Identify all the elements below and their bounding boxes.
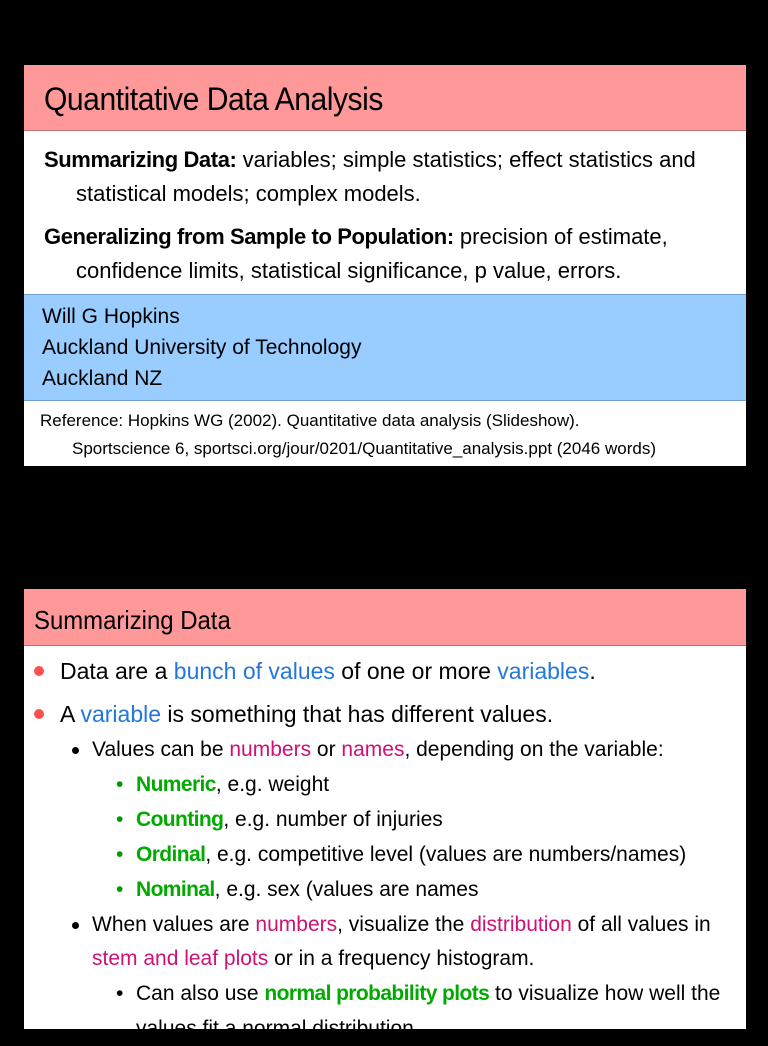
bullet-text: Can also use [136,982,265,1005]
variable-type-desc: , e.g. sex (values are names [214,878,479,901]
generalizing-item [44,220,746,288]
bullet-dot-icon: • [116,843,124,866]
bullet-text: Values can be [92,738,230,761]
bullet-text: of one or more [334,658,498,684]
bullet-dot-icon: • [116,878,124,901]
summarizing-text: variables; simple statistics; effect statistics and statistical models; complex models. [76,147,696,206]
variable-type-name: Counting [136,808,224,831]
bullet-text: Data are a [60,658,174,684]
title-bar [24,65,746,131]
variable-type-name: Nominal [136,878,215,901]
generalizing-label: Generalizing from Sample to Population: [44,224,454,249]
bullet-text: , depending on the variable: [404,738,664,761]
highlight-term: variable [80,701,162,727]
variable-type-desc: , e.g. competitive level (values are numbers/names) [205,843,687,866]
bullet-text: , visualize the [337,913,471,936]
highlight-term: names [341,738,405,761]
sub-bullet-item [34,733,746,767]
reference-line-1: Reference: Hopkins WG (2002). Quantitative data analysis (Slideshow). [40,411,580,430]
bullet-text: . [589,658,596,684]
bullet-text: When values are [92,913,256,936]
bullet-text: A [60,701,81,727]
bullet-text: is something that has different values. [161,701,554,727]
reference-line-2: Sportscience 6, sportsci.org/jour/0201/Quantitative_analysis.ppt (2046 words) [72,439,656,458]
bullet-list [24,646,746,1046]
variable-type-desc: , e.g. number of injuries [223,808,443,831]
title-bar [24,589,746,646]
highlight-term: numbers [229,738,312,761]
variable-type-item [34,837,746,872]
bullet-text: to visualize how well the values fit a normal distribution. [136,982,721,1040]
highlight-term: numbers [255,913,338,936]
reference [40,407,742,463]
generalizing-text: precision of estimate, confidence limits, statistical significance, p value, errors. [76,224,668,283]
slide-title: Summarizing Data [34,605,231,635]
author-institution: Auckland University of Technology [42,336,362,359]
bullet-text: or in a frequency histogram. [268,947,535,970]
bullet-dot-icon: • [116,808,124,831]
intro-section [24,131,746,288]
bullet-text: or [311,738,342,761]
bullet-dot-icon: • [116,982,124,1005]
variable-type-item [34,872,746,907]
author-name: Will G Hopkins [42,305,180,328]
author-location: Auckland NZ [42,367,163,390]
bullet-dot-icon [34,666,44,676]
highlight-term: variables [497,658,590,684]
sub-bullet-item [34,908,746,976]
variable-type-name: Numeric [136,773,216,796]
bullet-dot-icon [34,709,44,719]
highlight-term: stem and leaf plots [92,947,269,970]
title-slide [24,65,746,466]
highlight-term: bunch of values [173,658,335,684]
sub-sub-bullet-item [34,976,746,1046]
summarizing-label: Summarizing Data: [44,147,237,172]
highlight-term: distribution [470,913,572,936]
bullet-item [34,654,746,688]
author-band [24,294,746,401]
bullet-dot-icon: • [116,773,124,796]
slide-title: Quantitative Data Analysis [44,81,383,117]
highlight-term: normal probability plots [264,982,490,1005]
variable-type-name: Ordinal [136,843,206,866]
bullet-item [34,697,746,731]
bullet-dot-icon [72,922,79,929]
variable-type-item [34,802,746,837]
summarizing-slide [24,589,746,1040]
variable-type-item [34,767,746,802]
bullet-text: of all values in [571,913,711,936]
bullet-dot-icon [72,747,79,754]
variable-type-desc: , e.g. weight [215,773,330,796]
summarizing-item [44,143,746,211]
